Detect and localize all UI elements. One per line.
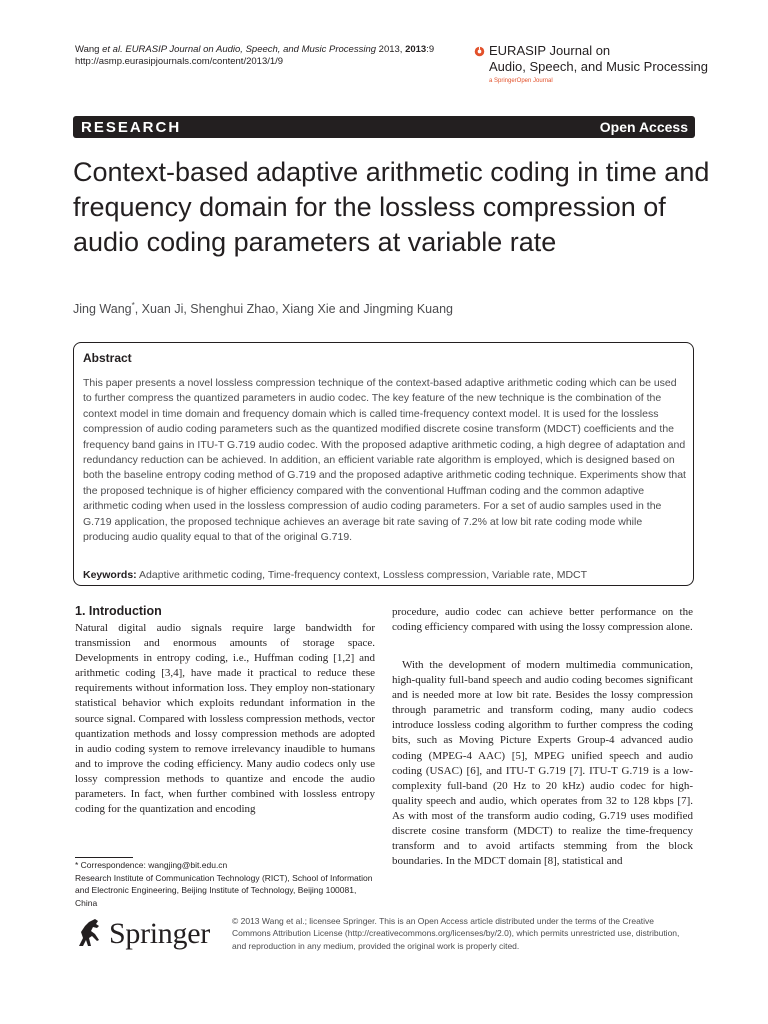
article-type-label: RESEARCH	[81, 119, 182, 136]
abstract-text: This paper presents a novel lossless compression technique of the context-based adaptive arithmetic coding which can be used to further compress the quantized parameters in audio codec. The key feature of the new technique is the combination of the context model in time domain and frequency domain which is called time-frequency context model. It is used for the lossless compression of audio coding parameters such as the quantized modified discrete cosine transform (MDCT) coefficients and the frequency band gains in ITU-T G.719 audio codec. With the proposed adaptive arithmetic coding, a high degree of adaptation and redundancy reduction can be achieved. In addition, an efficient variable rate algorithm is employed, which is designed based on both the baseline entropy coding method of G.719 and the proposed adaptive arithmetic coding technique. Experiments show that the proposed technique is of higher efficiency compared with the conventional Huffman coding and the common adaptive arithmetic coding when used in the lossless compression of audio coding parameters. For a set of audio samples used in the G.719 application, the proposed technique achieves an average bit rate saving of 7.2% at low bit rate coding mode while producing audio quality equal to that of the original G.719.	[83, 377, 686, 544]
correspondence-email: * Correspondence: wangjing@bit.edu.cn	[75, 860, 228, 870]
publisher-name: Springer	[109, 917, 210, 950]
first-author: Jing Wang	[73, 302, 132, 317]
abstract-box	[73, 342, 694, 586]
body-column-right-para1: procedure, audio codec can achieve better performance on the coding efficiency compared with using the lossy compression alone.	[392, 606, 693, 634]
author-affiliation: Research Institute of Communication Technology (RICT), School of Information and Electronic Engineering, Beijing Institute of Technology, Beijing 100081, China	[75, 872, 373, 908]
citation-et-al: et al.	[102, 44, 123, 55]
article-title: Context-based adaptive arithmetic coding in time and frequency domain for the lossless compression of audio coding parameters at variable rate	[73, 157, 710, 257]
footnote	[75, 857, 375, 909]
eurasip-logo-icon	[474, 46, 485, 57]
article-url[interactable]: http://asmp.eurasipjournals.com/content/2013/1/9	[75, 56, 284, 67]
body-column-left: Natural digital audio signals require large bandwidth for transmission and enormous amounts of storage space. Developments in entropy coding, i.e., Huffman coding [1,2] and arithmetic coding [3,4], have made it practical to reduce these requirements without information loss. They employ non-stationary statistical behavior which exploits redundant information in the source signal. Compared with lossless compression methods, vector quantization methods and lossy compression methods are adopted in audio coding system to remove irrelevancy inaudible to humans and to improve the coding efficiency. Many audio codecs only use lossy compression methods to quantize and encode the audio parameters. In fact, when further combined with lossless entropy coding for the quantization and encoding	[75, 622, 375, 816]
other-authors: , Xuan Ji, Shenghui Zhao, Xiang Xie and Jingming Kuang	[134, 302, 453, 317]
article-type-banner	[73, 116, 695, 138]
journal-tagline: a SpringerOpen Journal	[489, 78, 553, 84]
citation-volume: 2013	[405, 44, 427, 55]
citation-issue: :9	[426, 44, 435, 55]
body-column-right-para2: With the development of modern multimedia communication, high-quality full-band speech and audio coding becomes significant and is needed more at low bit rate. Besides the lossy compression through parametric and transform coding, many audio codecs introduce lossless coding algorithm to further compress the coding bits, such as Moving Picture Experts Group-4 advanced audio coding (MPEG-4 AAC) [5], MPEG unified speech and audio coding (USAC) [6], and ITU-T G.719 [7]. ITU-T G.719 is a low-complexity full-band (20 Hz to 20 kHz) audio codec for high-quality speech and audio, which operates from 32 to 128 kbps [7]. As with most of the transform audio coding, G.719 uses modified discrete cosine transform (MDCT) to realize the time-frequency transform and to avoid artifacts stemming from the block boundaries. In the MDCT domain [8], statistical and	[392, 659, 693, 868]
corresponding-author-mark: *	[131, 301, 135, 310]
section-heading: 1. Introduction	[75, 604, 162, 618]
journal-name-line1: EURASIP Journal on	[489, 43, 611, 58]
keywords-label: Keywords:	[83, 569, 137, 581]
open-access-label: Open Access	[599, 119, 688, 135]
keywords-line	[83, 569, 587, 581]
citation-author: Wang	[75, 44, 103, 55]
citation-year: 2013,	[376, 44, 406, 55]
abstract-heading: Abstract	[83, 351, 132, 365]
license-text: © 2013 Wang et al.; licensee Springer. This is an Open Access article distributed under the terms of the Creative Commons Attribution License (http://creativecommons.org/licenses/by/2.0), which permits unrestricted use, distribution, and reproduction in any medium, provided the original work is properly cited.	[232, 916, 680, 951]
citation-journal: EURASIP Journal on Audio, Speech, and Music Processing	[122, 44, 377, 55]
keywords-list: Adaptive arithmetic coding, Time-frequency context, Lossless compression, Variable rate, MDCT	[136, 569, 588, 581]
author-list	[73, 301, 453, 316]
springer-logo	[73, 916, 223, 952]
journal-name-line2: Audio, Speech, and Music Processing	[489, 59, 708, 74]
springer-horse-icon	[73, 916, 107, 950]
citation-line	[75, 43, 434, 56]
